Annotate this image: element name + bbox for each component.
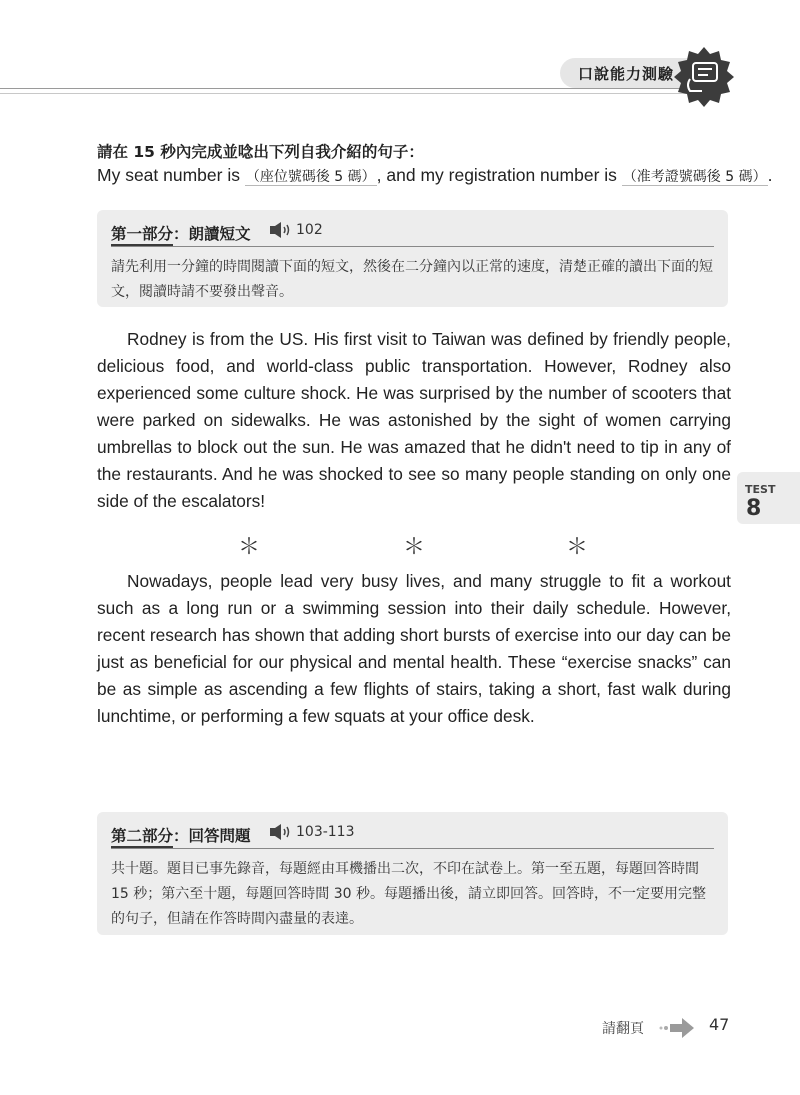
section-1-track: 102 xyxy=(296,222,323,238)
header-rule-secondary xyxy=(0,93,690,94)
section-2-title-text: 第二部分：回答問題 xyxy=(111,827,251,845)
section-2-rule xyxy=(111,848,714,849)
test-number: 8 xyxy=(746,496,762,521)
intro-sentence xyxy=(97,165,772,186)
section-1-audio xyxy=(270,222,323,238)
registration-number-blank: （准考證號碼後 5 碼） xyxy=(622,169,767,185)
header-rule xyxy=(0,88,700,89)
section-1-box xyxy=(97,210,728,307)
section-2-title xyxy=(111,824,251,846)
test-side-tab xyxy=(737,472,800,524)
speaker-icon xyxy=(270,222,292,238)
intro-instruction: 請在 15 秒內完成並唸出下列自我介紹的句子： xyxy=(97,143,424,161)
test-label: TEST xyxy=(745,483,776,496)
reading-passage-2: Nowadays, people lead very busy lives, and many struggle to fit a workout such as a long run or a swimming session into their daily schedule. However, recent research has shown that adding short bursts of exercise into our day can be just as beneficial for our physical and mental health. These “exercise snacks” can be as simple as ascending a few flights of stairs, taking a short, fast walk during lunchtime, or performing a few squats at your office desk. xyxy=(97,571,731,726)
reading-passage-1: Rodney is from the US. His first visit to Taiwan was defined by friendly people, delicious food, and world-class public transportation. However, Rodney also experienced some culture shock. He was surprised by the number of scooters that were parked on sidewalks. He was astonished by the sight of women carrying umbrellas to block out the sun. He was amazed that he didn't need to tip in any of the restaurants. And he was shocked to see so many people standing on only one side of the escalators! xyxy=(97,329,731,511)
separator-star-3: ＊ xyxy=(566,535,589,560)
section-2-instructions: 共十題。題目已事先錄音，每題經由耳機播出二次，不印在試卷上。第一至五題，每題回答時間 15 秒；第六至十題，每題回答時間 30 秒。每題播出後，請立即回答。回答時，不一定要用完整的句子，但請在作答時間內盡量的表達。 xyxy=(111,861,706,927)
sentence-end: . xyxy=(767,165,773,185)
header-title: 口說能力測驗 xyxy=(578,65,675,83)
separator-star-1: ＊ xyxy=(238,535,261,560)
turn-page-text: 請翻頁 xyxy=(602,1021,644,1037)
sentence-part-2: , and my registration number is xyxy=(376,165,617,185)
separator-star-2: ＊ xyxy=(403,535,426,560)
section-1-instructions: 請先利用一分鐘的時間閱讀下面的短文，然後在二分鐘內以正常的速度，清楚正確的讀出下面的短文，閱讀時請不要發出聲音。 xyxy=(111,259,713,300)
section-2-track: 103-113 xyxy=(296,824,355,840)
sentence-part-1: My seat number is xyxy=(97,165,240,185)
seat-number-blank: （座位號碼後 5 碼） xyxy=(245,169,376,185)
section-1-title-text: 第一部分：朗讀短文 xyxy=(111,225,251,243)
speaker-icon xyxy=(270,824,292,840)
section-1-title xyxy=(111,222,251,244)
section-2-audio xyxy=(270,824,355,840)
chat-bubble-icon xyxy=(672,45,736,109)
section-1-rule xyxy=(111,246,714,247)
arrow-right-icon xyxy=(656,1016,696,1040)
page-number: 47 xyxy=(709,1015,730,1034)
section-2-box xyxy=(97,812,728,935)
